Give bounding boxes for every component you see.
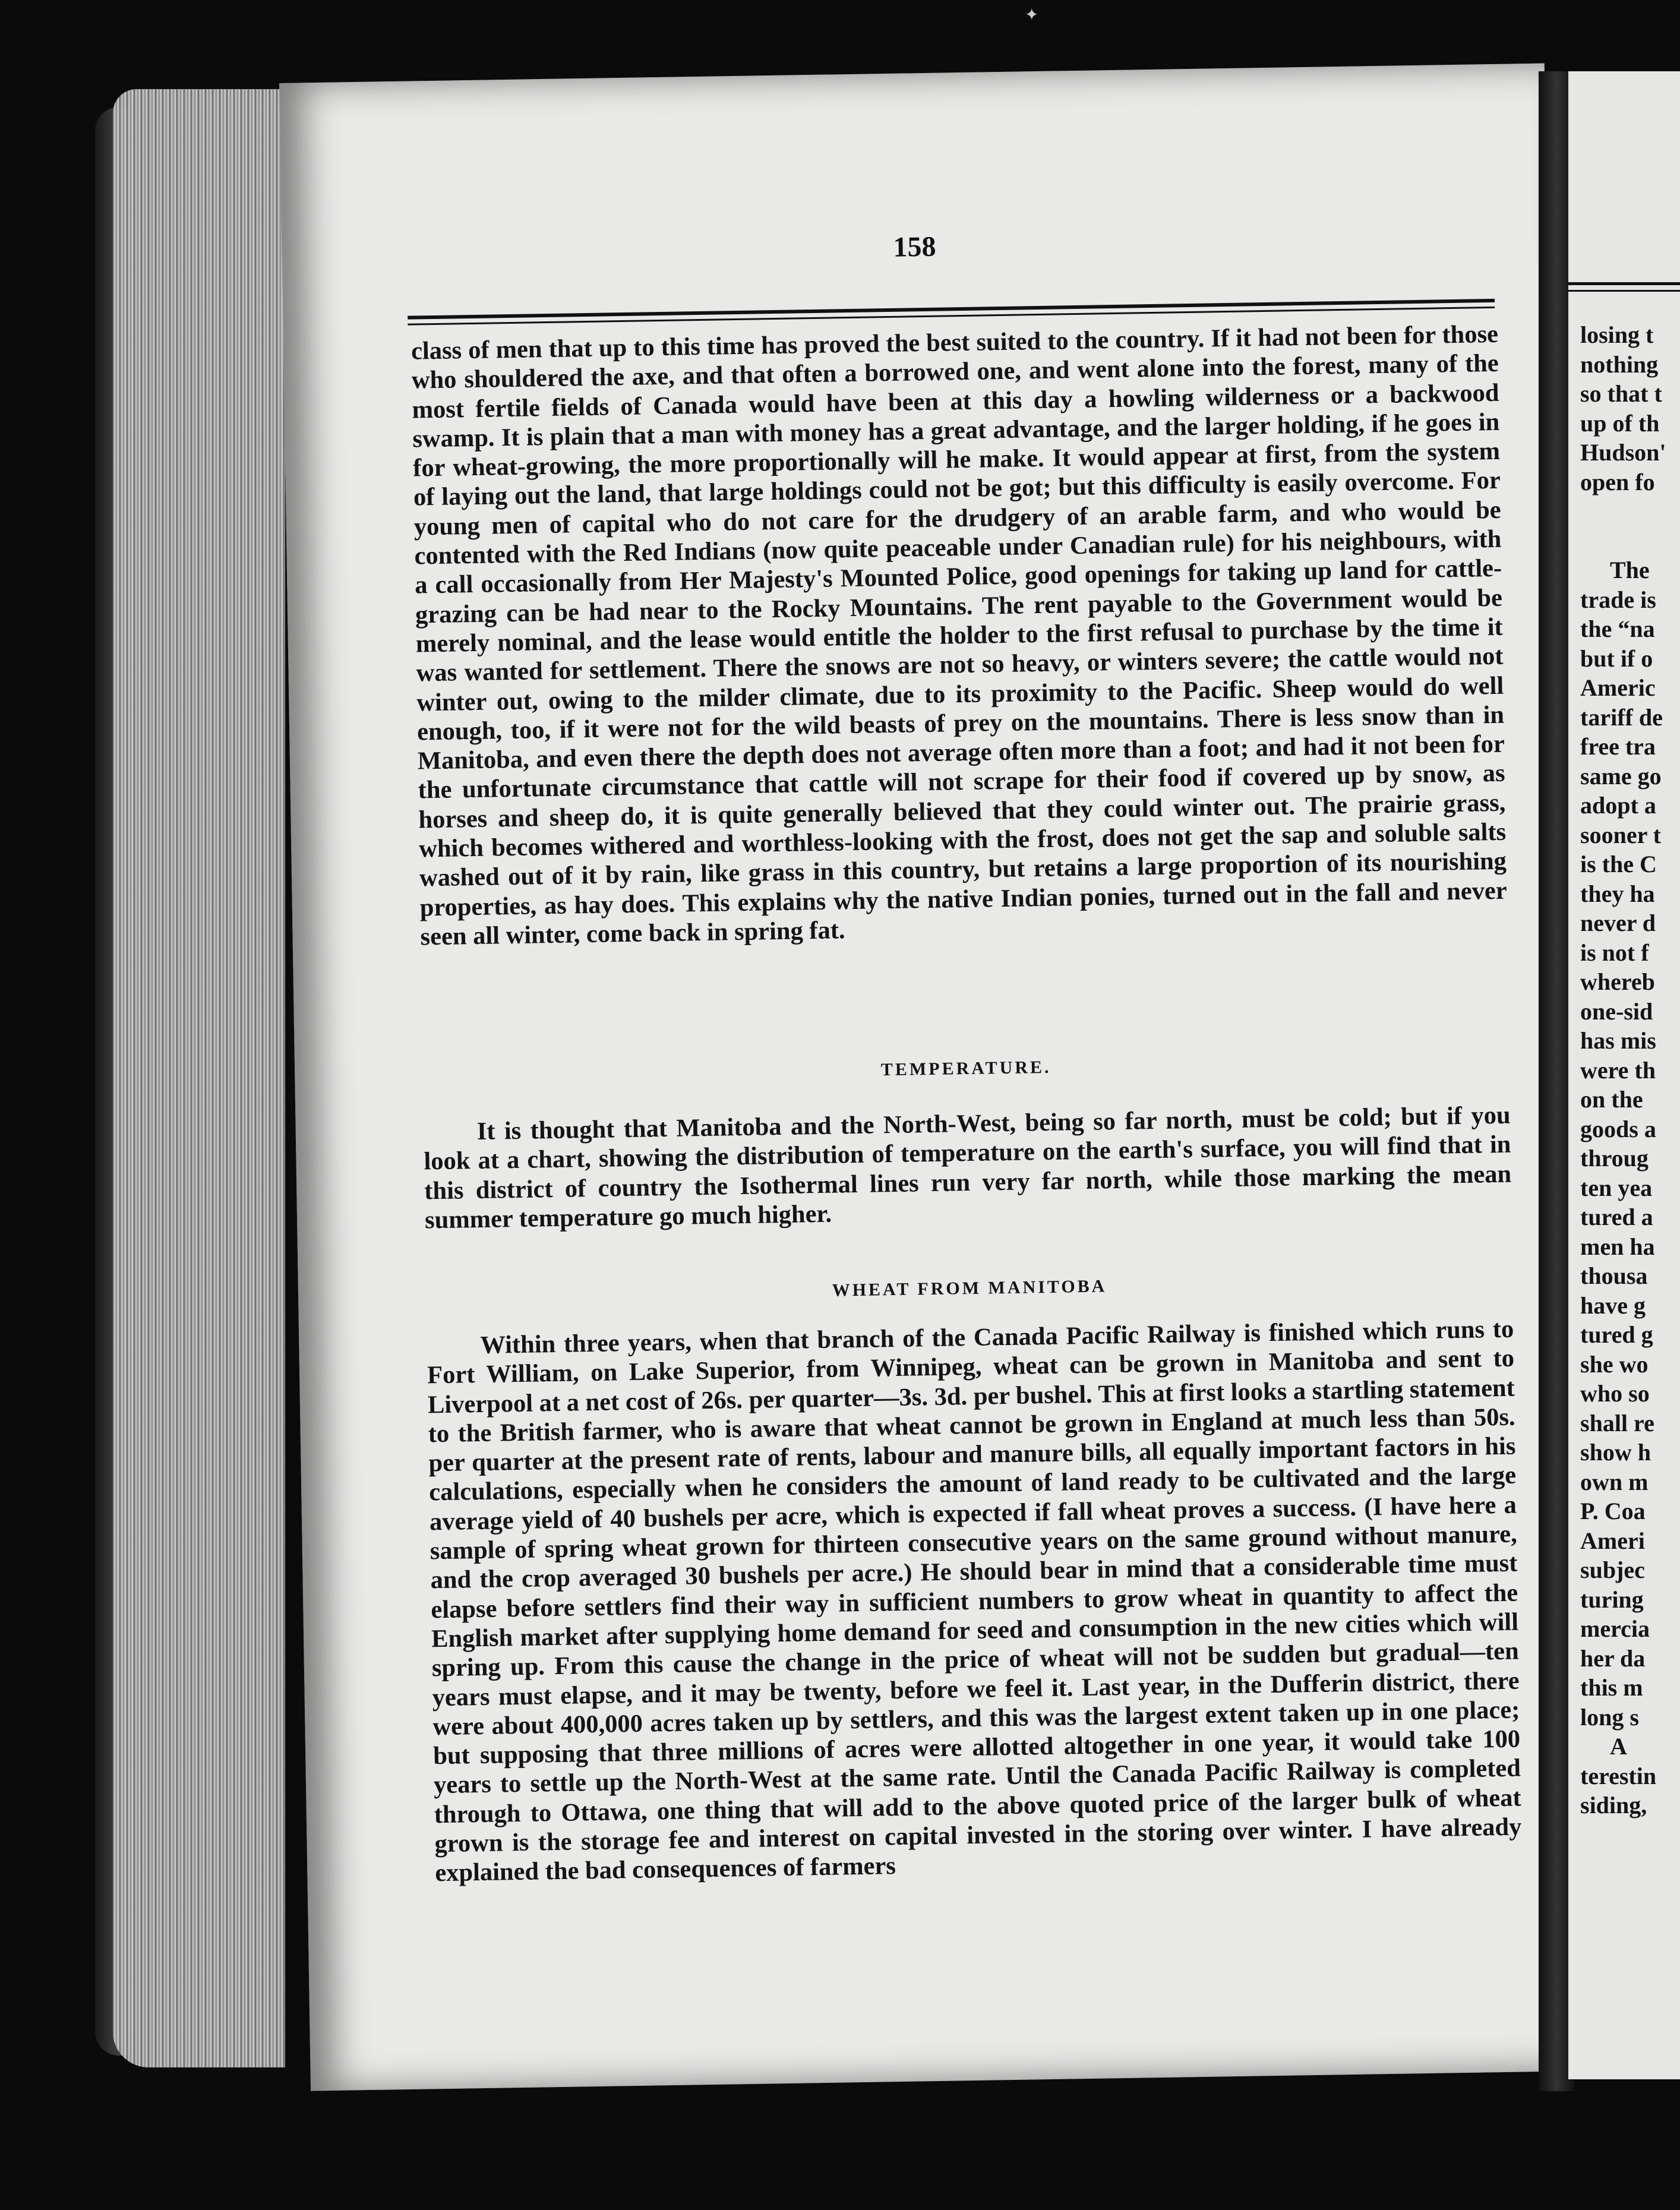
right-page-line: is the C xyxy=(1580,851,1657,877)
right-page-line: but if o xyxy=(1580,645,1653,672)
right-page-line: never d xyxy=(1580,910,1656,936)
right-page-line: has mis xyxy=(1580,1027,1656,1054)
right-header-rule-thin xyxy=(1568,290,1680,292)
right-page-line: open fo xyxy=(1580,468,1655,495)
right-page-line: The xyxy=(1610,557,1650,583)
right-page-line: so that t xyxy=(1580,380,1662,407)
right-page-line: trade is xyxy=(1580,586,1656,613)
right-page-line: sooner t xyxy=(1580,821,1661,848)
right-page-line: free tra xyxy=(1580,733,1656,760)
left-page xyxy=(279,64,1576,2091)
right-page-line: throug xyxy=(1580,1145,1649,1172)
paragraph-temperature: It is thought that Manitoba and the North-West, being so far north, must be cold; but if you look at a chart, showing the distribution of temperature on the earth's surface, you will find that in this district of country the Isothermal lines run very far north, while those marking the mean summer temperature go much higher. xyxy=(424,1101,1512,1235)
right-page-line: this m xyxy=(1580,1674,1643,1701)
right-page-line: subjec xyxy=(1580,1557,1645,1583)
right-page-line: on the xyxy=(1580,1086,1643,1113)
page-number: 158 xyxy=(893,231,936,263)
right-page-line: Ameri xyxy=(1580,1527,1645,1554)
right-page-line: P. Coa xyxy=(1580,1498,1646,1524)
right-page-line: turing xyxy=(1580,1586,1644,1613)
right-page-line: tured g xyxy=(1580,1321,1653,1348)
right-page-line: adopt a xyxy=(1580,792,1656,819)
right-page-line: have g xyxy=(1580,1292,1646,1319)
right-page-line: show h xyxy=(1580,1439,1651,1466)
right-page-line: own m xyxy=(1580,1468,1649,1495)
right-page-line: men ha xyxy=(1580,1233,1655,1260)
right-page-line: mercia xyxy=(1580,1615,1650,1642)
right-page-line: siding, xyxy=(1580,1792,1647,1818)
right-page-line: long s xyxy=(1580,1703,1639,1731)
heading-wheat-from-manitoba: WHEAT FROM MANITOBA xyxy=(832,1276,1107,1300)
paragraph-settlers: class of men that up to this time has proved the best suited to the country. If it had not been for those who shouldered the axe, and that often a borrowed one, and went alone into the forest, many of the most fertile fields of Canada would have been at this day a howling wilderness or a backwood swamp. It is plain that a man with money has a great advantage, and the larger holding, if he goes in for wheat-growing, the more proportionally will he make. It would appear at first, from the system of laying out the land, that large holdings could not be got; but this difficulty is easily overcome. For young men of capital who do not care for the drudgery of an arable farm, and who would be contented with the Red Indians (now quite peaceable under Canadian rule) for his neighbours, with a call occasionally from Her Majesty's Mounted Police, good openings for taking up land for cattle-grazing can be had near to the Rocky Mountains. The rent payable to the Government would be merely nominal, and the lease would entitle the holder to the first refusal to purchase by the time it was wanted for settlement. There the snows are not so heavy, or winters severe; the cattle would not winter out, owing to the milder climate, due to its proximity to the Pacific. Sheep would do well enough, too, if it were not for the wild beasts of prey on the mountains. There is less snow than in Manitoba, and even there the depth does not average often more than a foot; and had it not been for the unfortunate circumstance that cattle will not scrape for their food if covered up by snow, as horses and sheep do, it is quite generally believed that they could winter out. The prairie grass, which becomes withered and worthless-looking with the frost, does not get the sap and soluble salts washed out of it by rain, like grass in this country, but retains a large proportion of its nourishing properties, as hay does. This explains why the native Indian ponies, turned out in the fall and never seen all winter, come back in spring fat. xyxy=(410,320,1507,951)
right-page-line: were th xyxy=(1580,1056,1656,1084)
right-header-rule-thick xyxy=(1568,282,1680,285)
right-page-line: terestin xyxy=(1580,1762,1657,1789)
heading-temperature: TEMPERATURE. xyxy=(880,1057,1051,1080)
right-page-line: tured a xyxy=(1580,1204,1653,1230)
right-page-line: thousa xyxy=(1580,1262,1648,1289)
right-page-line: they ha xyxy=(1580,880,1655,907)
right-page-line: Americ xyxy=(1580,674,1656,701)
book-page-edges xyxy=(113,89,285,2067)
right-page-line: one-sid xyxy=(1580,997,1653,1025)
right-page-line: the “na xyxy=(1580,615,1655,642)
film-mark: ✦ xyxy=(1025,5,1039,24)
right-page-line: A xyxy=(1610,1733,1627,1760)
right-page-line: is not f xyxy=(1580,939,1649,966)
right-page-line: ten yea xyxy=(1580,1174,1653,1201)
right-page-line: Hudson' xyxy=(1580,439,1666,466)
paragraph-wheat: Within three years, when that branch of the Canada Pacific Railway is finished which runs to Fort William, on Lake Superior, from Winnipeg, wheat can be grown in Manitoba and sent to Liverpool at a net cost of 26s. per quarter—3s. 3d. per bushel. This at first looks a startling statement to the British farmer, who is aware that wheat cannot be grown in England at much less than 50s. per quarter at the present rate of rents, labour and manure bills, all equally important factors in his calculations, especially when he considers the amount of land ready to be cultivated and the large average yield of 40 bushels per acre, which is expected if fall wheat proves a success. (I have here a sample of spring wheat grown for thirteen consecutive years on the same ground without manure, and the crop averaged 30 bushels per acre.) He should bear in mind that a considerable time must elapse before settlers find their way in sufficient numbers to grow wheat in quantity to affect the English market after supplying home demand for seed and consumption in the new cities which will spring up. From this cause the change in the price of wheat will not be sudden but gradual—ten years must elapse, and it may be twenty, before we feel it. Last year, in the Dufferin district, there were about 400,000 acres taken up by settlers, and this was the largest extent taken up in one place; but supposing that three millions of acres were allotted altogether in one year, it would take 100 years to settle up the North-West at the same rate. Until the Canada Pacific Railway is completed through to Ottawa, one thing that will add to the above quoted price of the larger bulk of wheat grown is the storage fee and interest on capital invested in the storing over winter. I have already explained the bad consequences of farmers xyxy=(427,1315,1522,1887)
right-page-line: tariff de xyxy=(1580,703,1663,731)
right-page-line: she wo xyxy=(1580,1350,1649,1378)
right-page-line: goods a xyxy=(1580,1115,1656,1142)
right-page-line: who so xyxy=(1580,1380,1650,1407)
right-page-line: same go xyxy=(1580,762,1662,790)
right-page-line: her da xyxy=(1580,1644,1646,1672)
right-page-fragment xyxy=(1568,71,1680,2079)
right-page-line: nothing xyxy=(1580,351,1659,378)
right-page-line: whereb xyxy=(1580,968,1655,995)
right-page-line: up of th xyxy=(1580,409,1660,437)
right-page-line: losing t xyxy=(1580,321,1654,348)
right-page-line: shall re xyxy=(1580,1409,1654,1436)
